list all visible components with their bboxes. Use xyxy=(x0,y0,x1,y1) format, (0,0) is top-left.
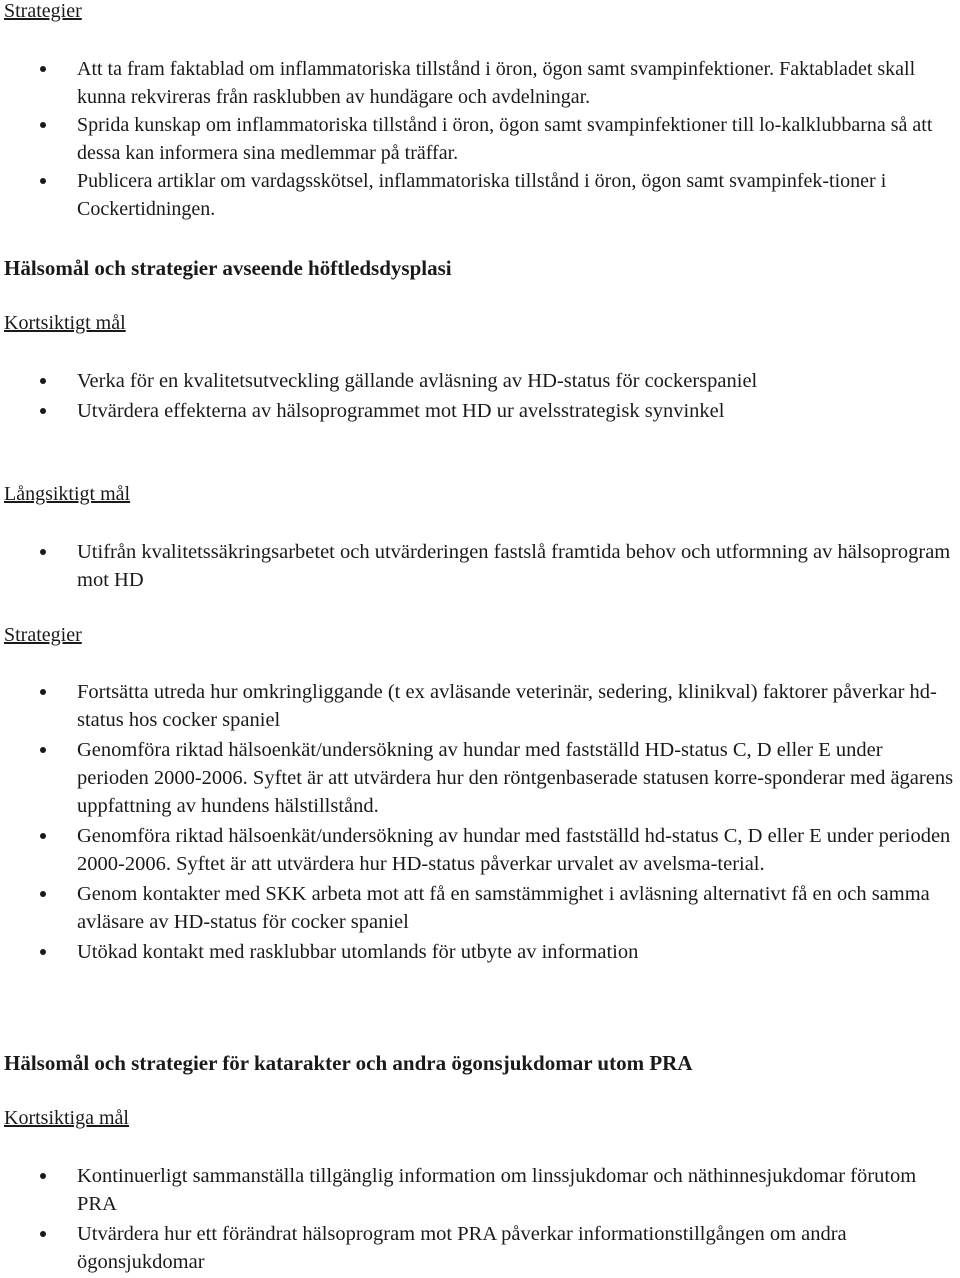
list-item xyxy=(0,55,960,111)
heading-strategier-1: Strategier xyxy=(4,0,82,22)
eye-short-term-list xyxy=(0,1162,960,1278)
heading-hd-long-term: Långsiktigt mål xyxy=(4,483,131,505)
list-item xyxy=(0,822,960,878)
list-item-text: Utökad kontakt med rasklubbar utomlands för utbyte av information xyxy=(77,941,639,963)
list-item xyxy=(0,167,960,223)
list-item xyxy=(0,1162,960,1218)
hd-short-term-list xyxy=(0,367,960,427)
list-item-text: Utvärdera effekterna av hälsoprogrammet mot HD ur avelsstrategisk synvinkel xyxy=(77,400,725,422)
list-item-text: Fortsätta utreda hur omkringliggande (t ex avläsande veterinär, sedering, klinikval) faktorer påverkar hd-status hos cocker spaniel xyxy=(77,681,937,731)
list-item xyxy=(0,736,960,820)
list-item-text: Genomföra riktad hälsoenkät/undersökning av hundar med fastställd hd-status C, D eller E under perioden 2000-2006. Syftet är att utvärdera hur HD-status påverkar urvalet av avelsma-terial. xyxy=(77,825,951,875)
bullet-icon xyxy=(40,66,46,72)
strategy-list-1 xyxy=(0,55,960,223)
bullet-icon xyxy=(40,122,46,128)
heading-hd-strategier: Strategier xyxy=(4,624,82,646)
bullet-icon xyxy=(40,408,46,414)
heading-hd: Hälsomål och strategier avseende höftledsdysplasi xyxy=(4,256,452,280)
list-item xyxy=(0,880,960,936)
bullet-icon xyxy=(40,549,46,555)
bullet-icon xyxy=(40,178,46,184)
bullet-icon xyxy=(40,1231,46,1237)
list-item xyxy=(0,367,960,395)
hd-long-term-list xyxy=(0,538,960,596)
list-item-text: Utifrån kvalitetssäkringsarbetet och utvärderingen fastslå framtida behov och utformning av hälsoprogram mot HD xyxy=(77,541,951,591)
list-item xyxy=(0,1220,960,1276)
list-item xyxy=(0,538,960,594)
bullet-icon xyxy=(40,1173,46,1179)
heading-eye-short-term: Kortsiktiga mål xyxy=(4,1107,129,1129)
bullet-icon xyxy=(40,833,46,839)
bullet-icon xyxy=(40,378,46,384)
list-item-text: Sprida kunskap om inflammatoriska tillstånd i öron, ögon samt svampinfektioner till lo-kalklubbarna så att dessa kan informera sina medlemmar på träffar. xyxy=(77,114,933,164)
bullet-icon xyxy=(40,891,46,897)
list-item-text: Genomföra riktad hälsoenkät/undersökning av hundar med fastställd HD-status C, D eller E under perioden 2000-2006. Syftet är att utvärdera hur den röntgenbaserade statusen korre-sponderar med ägarens uppfattning av hundens hälstillstånd. xyxy=(77,739,954,817)
list-item xyxy=(0,938,960,966)
list-item xyxy=(0,111,960,167)
list-item-text: Verka för en kvalitetsutveckling gällande avläsning av HD-status för cockerspaniel xyxy=(77,370,758,392)
list-item xyxy=(0,678,960,734)
list-item-text: Kontinuerligt sammanställa tillgänglig information om linssjukdomar och näthinnesjukdomar förutom PRA xyxy=(77,1165,917,1215)
list-item-text: Att ta fram faktablad om inflammatoriska tillstånd i öron, ögon samt svampinfektioner. Faktabladet skall kunna rekvireras från rasklubben av hundägare och avdelningar. xyxy=(77,58,916,108)
bullet-icon xyxy=(40,689,46,695)
list-item-text: Utvärdera hur ett förändrat hälsoprogram mot PRA påverkar informationstillgången om andra ögonsjukdomar xyxy=(77,1223,847,1273)
list-item-text: Publicera artiklar om vardagsskötsel, inflammatoriska tillstånd i öron, ögon samt svampinfek-tioner i Cockertidningen. xyxy=(77,170,887,220)
heading-eye: Hälsomål och strategier för katarakter och andra ögonsjukdomar utom PRA xyxy=(4,1051,693,1075)
list-item-text: Genom kontakter med SKK arbeta mot att få en samstämmighet i avläsning alternativt få en och samma avläsare av HD-status för cocker spaniel xyxy=(77,883,930,933)
bullet-icon xyxy=(40,747,46,753)
list-item xyxy=(0,397,960,425)
hd-strategy-list xyxy=(0,678,960,968)
heading-hd-short-term: Kortsiktigt mål xyxy=(4,312,126,334)
bullet-icon xyxy=(40,949,46,955)
